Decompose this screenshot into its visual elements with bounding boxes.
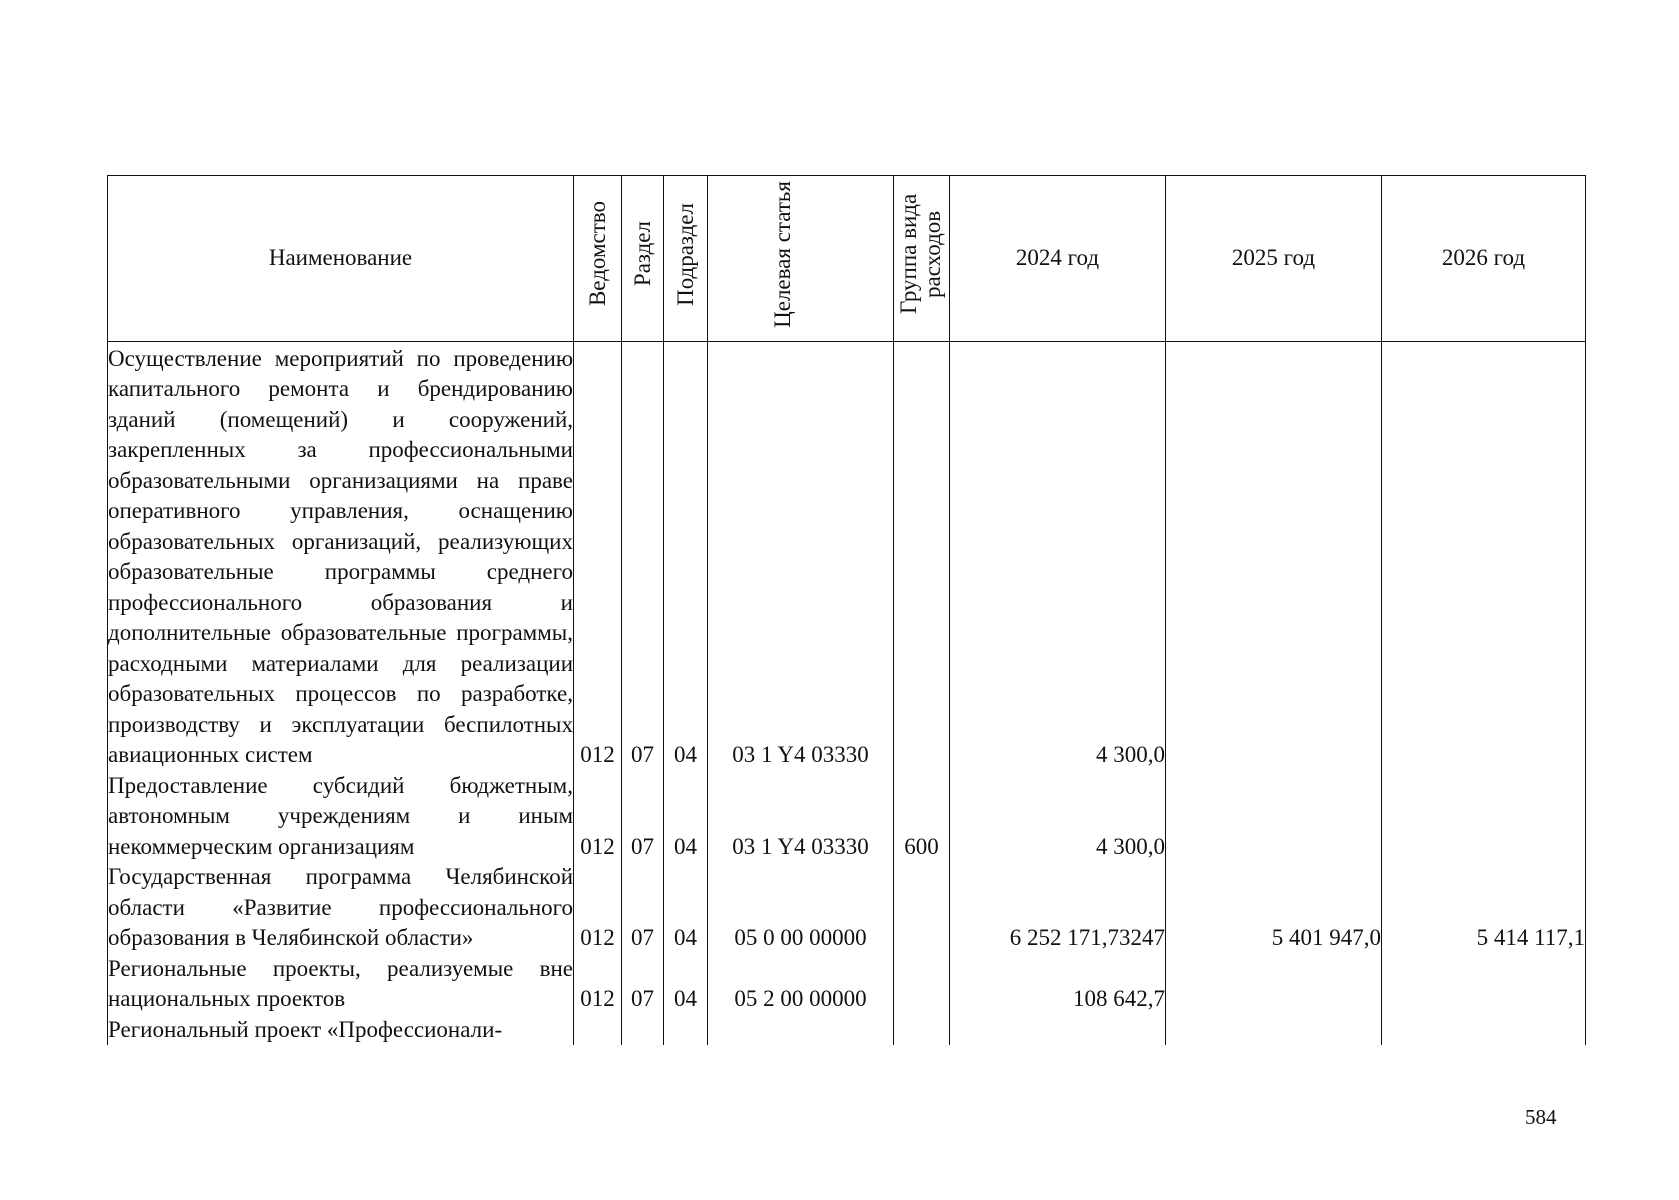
- table-header-row: [108, 176, 1586, 342]
- row-razdel: 07: [622, 341, 664, 771]
- row-2024: 6 252 171,73247: [950, 862, 1166, 954]
- row-vedomstvo: 012: [574, 771, 622, 863]
- row-gruppa: [894, 954, 950, 1015]
- row-name: Государственная программа Челябинской области «Развитие профессионального образования в Челябинской области»: [108, 862, 574, 954]
- row-2024: 108 642,7: [950, 954, 1166, 1015]
- row-podrazdel: [664, 1015, 708, 1046]
- header-gruppa-vida-rashodov: Группа вида расходов: [894, 176, 950, 342]
- header-razdel: Раздел: [622, 176, 664, 342]
- row-tselevaya-statya: 03 1 Y4 03330: [708, 341, 894, 771]
- row-2026: 5 414 117,1: [1382, 862, 1586, 954]
- row-2025: [1166, 1015, 1382, 1046]
- row-tselevaya-statya: 05 2 00 00000: [708, 954, 894, 1015]
- table-row: [108, 771, 1586, 863]
- row-2026: [1382, 771, 1586, 863]
- row-tselevaya-statya: [708, 1015, 894, 1046]
- row-vedomstvo: 012: [574, 954, 622, 1015]
- row-2025: [1166, 771, 1382, 863]
- row-tselevaya-statya: 05 0 00 00000: [708, 862, 894, 954]
- row-2025: [1166, 341, 1382, 771]
- row-razdel: 07: [622, 954, 664, 1015]
- row-gruppa: [894, 341, 950, 771]
- row-podrazdel: 04: [664, 862, 708, 954]
- row-vedomstvo: 012: [574, 862, 622, 954]
- row-podrazdel: 04: [664, 954, 708, 1015]
- row-2026: [1382, 341, 1586, 771]
- header-vedomstvo: Ведомство: [574, 176, 622, 342]
- row-2026: [1382, 1015, 1586, 1046]
- row-2024: 4 300,0: [950, 771, 1166, 863]
- page-number: 584: [1525, 1105, 1557, 1129]
- row-vedomstvo: [574, 1015, 622, 1046]
- row-2025: [1166, 954, 1382, 1015]
- row-tselevaya-statya: 03 1 Y4 03330: [708, 771, 894, 863]
- budget-table: [107, 175, 1586, 1045]
- table-row: [108, 341, 1586, 771]
- row-podrazdel: 04: [664, 341, 708, 771]
- row-name: Предоставление субсидий бюджетным, автономным учреждениям и иным некоммерческим организациям: [108, 771, 574, 863]
- header-2024: 2024 год: [950, 176, 1166, 342]
- header-2026: 2026 год: [1382, 176, 1586, 342]
- row-name: Осуществление мероприятий по проведению капитального ремонта и брендированию зданий (помещений) и сооружений, закрепленных за профессиональными образовательными организациями на праве оперативного управления, оснащению образовательных организаций, реализующих образовательные программы среднего профессионального образования и дополнительные образовательные программы, расходными материалами для реализации образовательных процессов по разработке, производству и эксплуатации беспилотных авиационных систем: [108, 341, 574, 771]
- header-tselevaya-statya: Целевая статья: [708, 176, 894, 342]
- row-2024: [950, 1015, 1166, 1046]
- row-vedomstvo: 012: [574, 341, 622, 771]
- row-gruppa: [894, 1015, 950, 1046]
- row-razdel: [622, 1015, 664, 1046]
- row-gruppa: [894, 862, 950, 954]
- table-row: [108, 862, 1586, 954]
- row-2025: 5 401 947,0: [1166, 862, 1382, 954]
- row-gruppa: 600: [894, 771, 950, 863]
- table-row: [108, 954, 1586, 1015]
- header-podrazdel: Подраздел: [664, 176, 708, 342]
- row-name: Региональные проекты, реализуемые вне национальных проектов: [108, 954, 574, 1015]
- header-2025: 2025 год: [1166, 176, 1382, 342]
- row-name: Региональный проект «Профессионали-: [108, 1015, 574, 1046]
- header-name: Наименование: [108, 176, 574, 342]
- row-razdel: 07: [622, 771, 664, 863]
- row-2024: 4 300,0: [950, 341, 1166, 771]
- table-row: [108, 1015, 1586, 1046]
- row-podrazdel: 04: [664, 771, 708, 863]
- row-2026: [1382, 954, 1586, 1015]
- row-razdel: 07: [622, 862, 664, 954]
